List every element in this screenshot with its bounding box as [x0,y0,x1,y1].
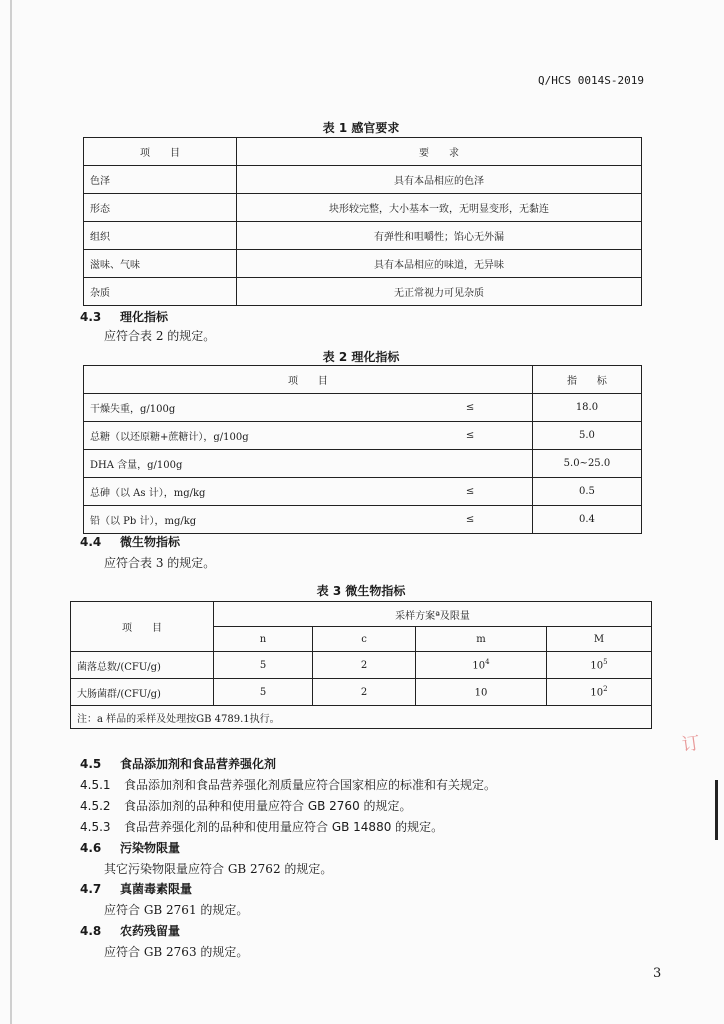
table1-cell: 块形较完整，大小基本一致，无明显变形，无黏连 [237,194,642,222]
table-row [84,250,642,278]
section-number: 4.5.3 [80,820,111,834]
table1-cell: 有弹性和咀嚼性；馅心无外漏 [237,222,642,250]
section-number: 4.5.1 [80,778,111,792]
table3-subheader: c [313,627,416,652]
exponent: 5 [603,658,608,667]
section-title: 理化指标 [120,310,169,324]
table-header-row [71,602,652,627]
table2-header-spec: 指 标 [532,366,641,394]
section-4-4-heading [80,533,180,550]
table1-cell: 具有本品相应的色泽 [237,166,642,194]
table-row [71,679,652,706]
table3-cell: 5 [214,652,313,679]
exponent: 4 [485,658,490,667]
table3-header-item: 项 目 [71,602,214,652]
section-4-4-text: 应符合表 3 的规定。 [104,556,216,570]
section-4-3-text: 应符合表 2 的规定。 [104,329,216,343]
table3-note: 注：a 样品的采样及处理按GB 4789.1执行。 [71,706,652,729]
table2-cell: 0.5 [532,478,641,506]
table3-cell [416,679,547,706]
table-row [84,450,642,478]
table3-cell: 菌落总数/(CFU/g) [71,652,214,679]
document-number: Q/HCS 0014S-2019 [538,74,644,87]
section-number: 4.7 [80,882,102,896]
section-number: 4.4 [80,535,102,549]
section-number: 4.6 [80,841,102,855]
table2-cell [460,450,533,478]
section-text: 应符合 GB 2763 的规定。 [104,945,249,959]
table2-cell: 总砷（以 As 计），mg/kg [84,478,460,506]
table1 [83,137,642,306]
table2-cell: 0.4 [532,506,641,534]
section-title: 污染物限量 [120,841,181,855]
table3-cell: 大肠菌群/(CFU/g) [71,679,214,706]
section-text: 其它污染物限量应符合 GB 2762 的规定。 [104,862,333,876]
table1-header-req: 要 求 [237,138,642,166]
table3-header-group: 采样方案ª及限量 [214,602,652,627]
table-row [84,194,642,222]
scan-edge-mark [715,780,718,840]
table1-cell: 组织 [84,222,237,250]
table3-subheader: n [214,627,313,652]
table2-cell: ≤ [460,394,533,422]
section-title: 农药残留量 [120,924,181,938]
section-text: 应符合 GB 2761 的规定。 [104,903,249,917]
section-number: 4.3 [80,310,102,324]
table-row [84,394,642,422]
table1-cell: 滋味、气味 [84,250,237,278]
table2-cell: 总糖（以还原糖+蔗糖计），g/100g [84,422,460,450]
table1-caption: 表 1 感官要求 [322,121,400,135]
section-clause [80,818,443,835]
section-title: 食品添加剂和食品营养强化剂 [120,757,277,771]
section-heading [80,755,276,772]
table3-caption: 表 3 微生物指标 [316,584,406,598]
section-number: 4.8 [80,924,102,938]
table-row [84,478,642,506]
table2-cell: 5.0 [532,422,641,450]
table2-header-item: 项 目 [84,366,533,394]
base: 10 [474,687,488,699]
scan-edge-line [10,0,12,1024]
table1-cell: 杂质 [84,278,237,306]
table-row [71,652,652,679]
table3-cell [547,652,652,679]
table3-cell [416,652,547,679]
table-header-row [84,138,642,166]
table1-cell: 无正常视力可见杂质 [237,278,642,306]
table-row [84,166,642,194]
table-note-row [71,706,652,729]
section-number: 4.5 [80,757,102,771]
exponent: 2 [603,685,608,694]
table1-cell: 形态 [84,194,237,222]
table2-cell: 铅（以 Pb 计），mg/kg [84,506,460,534]
table2-cell: 干燥失重，g/100g [84,394,460,422]
table3-cell [547,679,652,706]
table-row [84,506,642,534]
table2-cell: DHA 含量，g/100g [84,450,460,478]
section-title: 微生物指标 [120,535,181,549]
base: 10 [590,660,604,672]
binding-stamp: 订 [680,732,702,756]
table2-cell: ≤ [460,422,533,450]
table2-cell: 18.0 [532,394,641,422]
table1-cell: 色泽 [84,166,237,194]
section-heading [80,922,180,939]
base: 10 [590,687,604,699]
section-text: 食品添加剂的品种和使用量应符合 GB 2760 的规定。 [124,799,412,813]
table1-cell: 具有本品相应的味道，无异味 [237,250,642,278]
table3-cell: 2 [313,679,416,706]
table2-caption: 表 2 理化指标 [322,350,400,364]
table1-header-item: 项 目 [84,138,237,166]
table-row [84,222,642,250]
table2-cell: 5.0~25.0 [532,450,641,478]
section-clause [80,776,496,793]
table3-subheader: m [416,627,547,652]
table2-cell: ≤ [460,478,533,506]
section-text: 食品营养强化剂的品种和使用量应符合 GB 14880 的规定。 [124,820,444,834]
section-clause [80,797,412,814]
table-header-row [84,366,642,394]
section-heading [80,839,180,856]
page-number: 3 [653,966,662,981]
table-row [84,278,642,306]
table-row [84,422,642,450]
table3-cell: 5 [214,679,313,706]
table2 [83,365,642,534]
base: 10 [472,660,486,672]
section-heading [80,880,192,897]
table3 [70,601,652,729]
table2-cell: ≤ [460,506,533,534]
section-text: 食品添加剂和食品营养强化剂质量应符合国家相应的标准和有关规定。 [124,778,497,792]
table3-cell: 2 [313,652,416,679]
table3-subheader: M [547,627,652,652]
section-title: 真菌毒素限量 [120,882,193,896]
section-4-3-heading [80,308,168,325]
section-number: 4.5.2 [80,799,111,813]
